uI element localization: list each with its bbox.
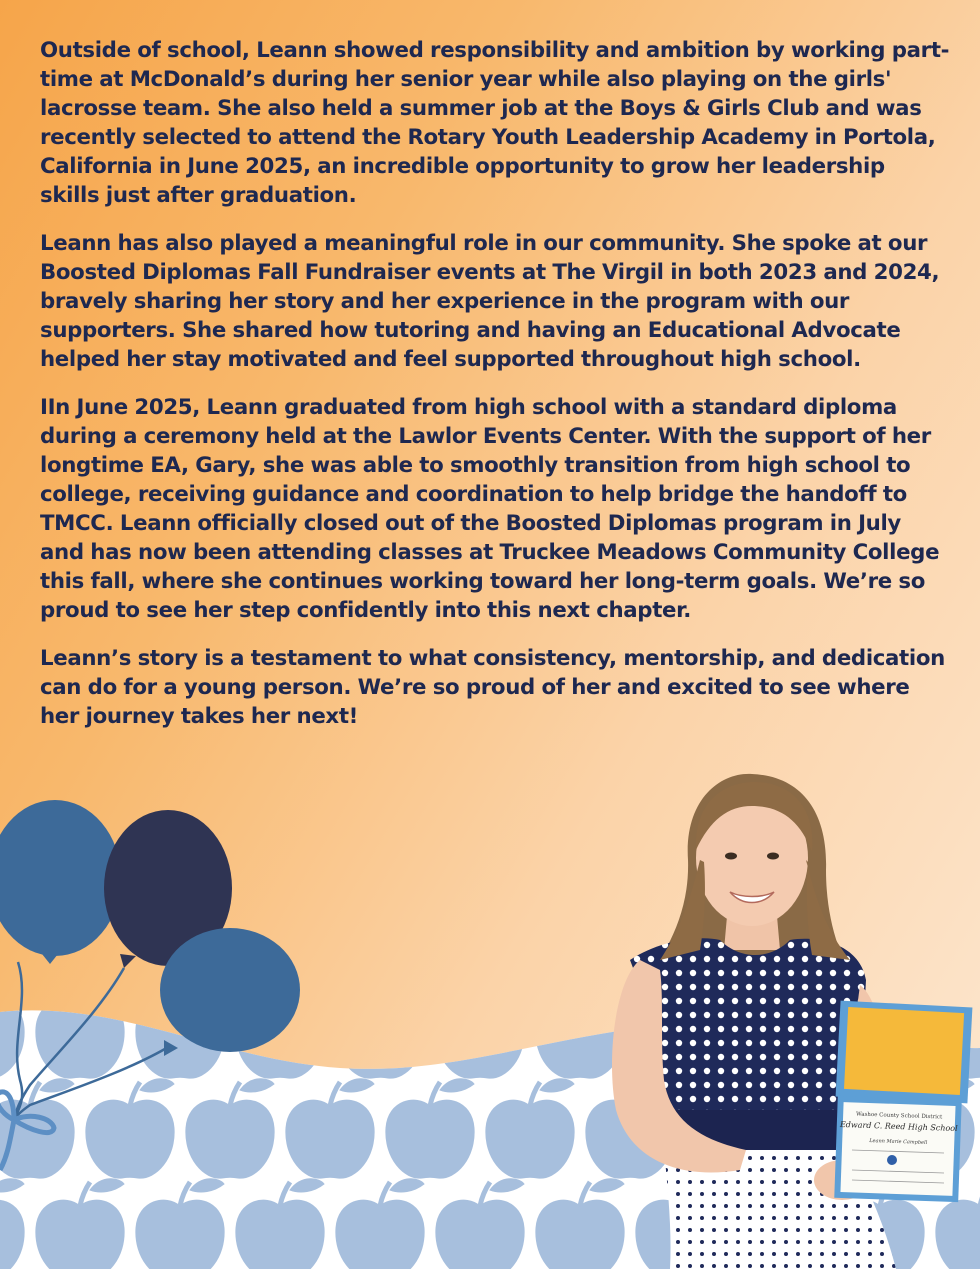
story-paragraph-3: IIn June 2025, Leann graduated from high school with a standard diploma during a ceremony held at the Lawlor Events Center. With the support of her longtime EA, Gary, she was able to smoothly transition from high school to college, receiving guidance and coordination to help bridge the handoff to TMCC. Leann officially closed out of the Boosted Diplomas program in July and has now been attending classes at Truckee Meadows Community College this fall, where she continues working toward her long-term goals. We’re so proud to see her step confidently into this next chapter. (40, 395, 940, 623)
diploma-seal-icon (887, 1155, 897, 1165)
story-paragraph-1: Outside of school, Leann showed responsibility and ambition by working part-time at McDonald’s during her senior year while also playing on the girls' lacrosse team. She also held a summer job at the Boys & Girls Club and was recently selected to attend the Rotary Youth Leadership Academy in Portola, California in June 2025, an incredible opportunity to grow her leadership skills just after graduation. (40, 38, 950, 208)
story-paragraph-2: Leann has also played a meaningful role in our community. She spoke at our Boosted Diplomas Fall Fundraiser events at The Virgil in both 2023 and 2024, bravely sharing her story and her experience in the program with our supporters. She shared how tutoring and having an Educational Advocate helped her stay motivated and feel supported throughout high school. (40, 231, 940, 372)
diploma-district: Washoe County School District (855, 1111, 943, 1121)
diploma-folder (834, 1001, 972, 1203)
diploma-recipient: Leann Marie Campbell (869, 1137, 928, 1147)
story-paragraph-4: Leann’s story is a testament to what consistency, mentorship, and dedication can do for a young person. We’re so proud of her and excited to see where her journey takes her next! (40, 646, 945, 729)
diploma-school: Edward C. Reed High School (839, 1119, 958, 1134)
